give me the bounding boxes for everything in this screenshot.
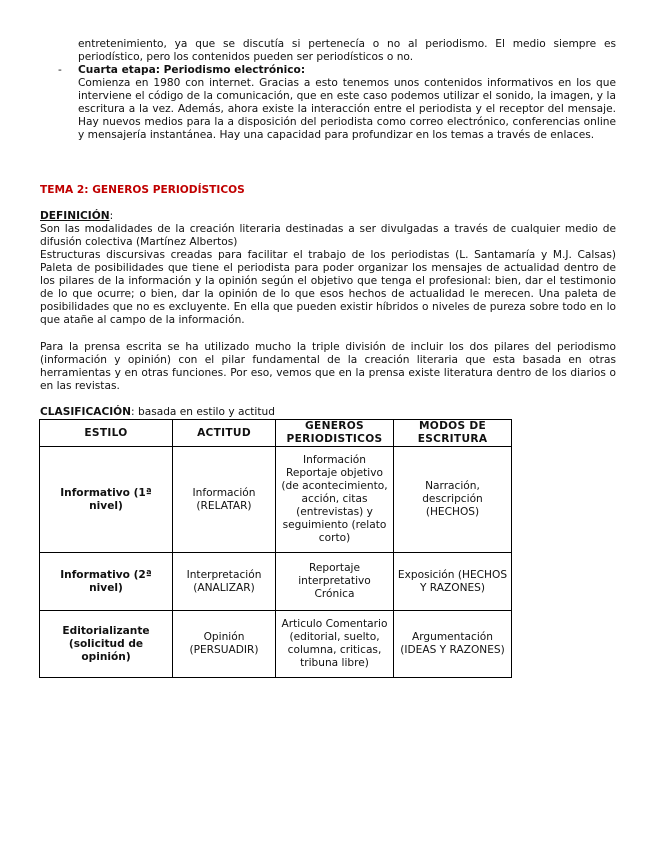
cell-estilo: Informativo (2ª nivel) <box>40 553 173 611</box>
header-generos: GENEROS PERIODISTICOS <box>276 420 394 447</box>
cell-estilo: Informativo (1ª nivel) <box>40 447 173 553</box>
section-heading: TEMA 2: GENEROS PERIODÍSTICOS <box>40 184 245 196</box>
bullet-body <box>78 64 616 142</box>
table-row <box>40 611 512 678</box>
classification-title: CLASIFICACIÓN <box>40 406 132 418</box>
cell-modos: Exposición (HECHOS Y RAZONES) <box>394 553 512 611</box>
classification-table <box>39 419 512 678</box>
classification-subtitle: : basada en estilo y actitud <box>131 406 275 418</box>
header-modos: MODOS DE ESCRITURA <box>394 420 512 447</box>
cell-estilo: Editorializante (solicitud de opinión) <box>40 611 173 678</box>
cell-generos: Articulo Comentario (editorial, suelto, columna, criticas, tribuna libre) <box>276 611 394 678</box>
header-actitud: ACTITUD <box>173 420 276 447</box>
intro-text: entretenimiento, ya que se discutía si pertenecía o no al periodismo. El medio siempre es periodístico, pero los contenidos pueden ser periodísticos o no. <box>78 38 616 63</box>
definition-title: DEFINICIÓN <box>40 210 110 222</box>
press-text: Para la prensa escrita se ha utilizado mucho la triple división de incluir los dos pilares del periodismo (información y opinión) con el pilar fundamental de la creación literaria que esta basada en otras herramientas y en otras funciones. Por eso, vemos que en la prensa existe literatura dentro de los diarios o en las revistas. <box>40 341 616 392</box>
definition-colon: : <box>109 210 114 222</box>
classification-heading <box>40 406 616 419</box>
bullet-title: Cuarta etapa: Periodismo electrónico: <box>78 64 306 76</box>
definition-paragraph-1: Son las modalidades de la creación literaria destinadas a ser divulgadas a través de cualquier medio de difusión colectiva (Martínez Albertos) <box>40 223 616 248</box>
cell-generos: Reportaje interpretativo Crónica <box>276 553 394 611</box>
cell-actitud: Interpretación (ANALIZAR) <box>173 553 276 611</box>
intro-paragraph <box>78 38 616 64</box>
table-row <box>40 553 512 611</box>
cell-actitud: Información (RELATAR) <box>173 447 276 553</box>
bullet-dash: - <box>58 64 62 76</box>
cell-generos: Información Reportaje objetivo (de acontecimiento, acción, citas (entrevistas) y seguimiento (relato corto) <box>276 447 394 553</box>
header-estilo: ESTILO <box>40 420 173 447</box>
press-paragraph <box>40 341 616 393</box>
definition-section <box>40 210 616 327</box>
cell-actitud: Opinión (PERSUADIR) <box>173 611 276 678</box>
cell-modos: Argumentación (IDEAS Y RAZONES) <box>394 611 512 678</box>
table-row <box>40 447 512 553</box>
table-header-row <box>40 420 512 447</box>
cell-modos: Narración, descripción (HECHOS) <box>394 447 512 553</box>
bullet-text: Comienza en 1980 con internet. Gracias a esto tenemos unos contenidos informativos en los que interviene el código de la comunicación, que en este caso podemos utilizar el sonido, la imagen, y la escritura a la vez. Además, ahora existe la interacción entre el periodista y el receptor del mensaje. Hay nuevos medios para la a disposición del periodista como correo electrónico, conferencias online y mensajería instantánea. Hay una capacidad para profundizar en los temas a través de enlaces. <box>78 77 616 141</box>
definition-paragraph-2: Estructuras discursivas creadas para facilitar el trabajo de los periodistas (L. Santamaría y M.J. Calsas) Paleta de posibilidades que tiene el periodista para poder organizar los mensajes de actualidad dentro de los pilares de la información y la opinión según el objetivo que tenga el profesional: bien, dar el testimonio de lo que ocurre; o bien, dar la opinión de lo que esos hechos de actualidad le merecen. Una paleta de posibilidades que no es excluyente. En ella que pueden existir híbridos o niveles de pureza sobre todo en lo que atañe al campo de la información. <box>40 249 616 326</box>
